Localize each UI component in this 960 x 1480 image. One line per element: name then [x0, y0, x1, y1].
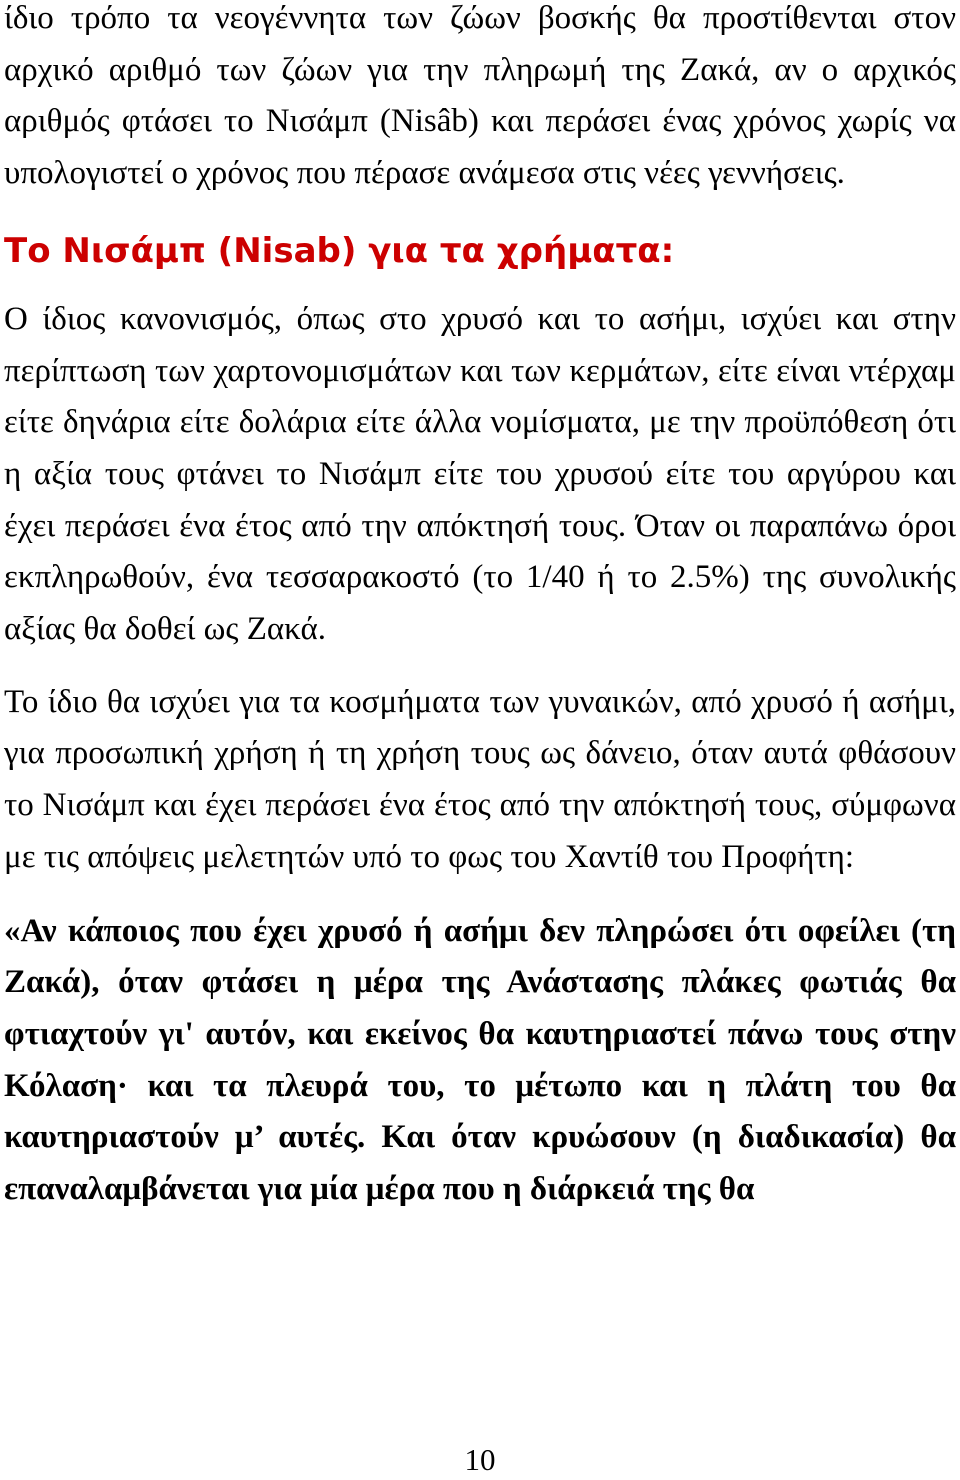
page-number: 10 — [464, 1442, 496, 1477]
jewelry-paragraph: Το ίδιο θα ισχύει για τα κοσμήματα των γυναικών, από χρυσό ή ασήμι, για προσωπική χρήση ή τη χρήση τους ως δάνειο, όταν αυτά φθάσουν το Νισάμπ και έχει περάσει ένα έτος από την απόκτησή τους, σύμφωνα με τις απόψεις μελετητών υπό το φως του Χαντίθ του Προφήτη: — [4, 683, 956, 875]
intro-paragraph: ίδιο τρόπο τα νεογέννητα των ζώων βοσκής θα προστίθενται στον αρχικό αριθμό των ζώων για την πληρωμή της Ζακά, αν ο αρχικός αριθμός φτάσει το Νισάμπ (Nisâb) και περάσει ένας χρόνος χωρίς να υπολογιστεί ο χρόνος που πέρασε ανάμεσα στις νέες γεννήσεις. — [4, 0, 956, 192]
hadith-quote: «Αν κάποιος που έχει χρυσό ή ασήμι δεν πληρώσει ότι οφείλει (τη Ζακά), όταν φτάσει η μέρα της Ανάστασης πλάκες φωτιάς θα φτιαχτούν γι' αυτόν, και εκείνος θα καυτηριαστεί πάνω τους στην Κόλαση· και τα πλευρά του, το μέτωπο και η πλάτη του θα καυτηριαστούν μ’ αυτές. Και όταν κρυώσουν (η διαδικασία) θα επαναλαμβάνεται για μία μέρα που η διάρκειά της θα — [4, 912, 956, 1208]
section-heading: Το Νισάμπ (Nisab) για τα χρήματα: — [4, 230, 675, 271]
money-paragraph: Ο ίδιος κανονισμός, όπως στο χρυσό και το ασήμι, ισχύει και στην περίπτωση των χαρτονομισμάτων και των κερμάτων, είτε είναι ντέρχαμ είτε δηνάρια είτε δολάρια είτε άλλα νομίσματα, με την προϋπόθεση ότι η αξία τους φτάνει το Νισάμπ είτε του χρυσού είτε του αργύρου και έχει περάσει ένα έτος από την απόκτησή τους. Όταν οι παραπάνω όροι εκπληρωθούν, ένα τεσσαρακοστό (το 1/40 ή το 2.5%) της συνολικής αξίας θα δοθεί ως Ζακά. — [4, 300, 956, 648]
page-body — [4, 0, 956, 1216]
